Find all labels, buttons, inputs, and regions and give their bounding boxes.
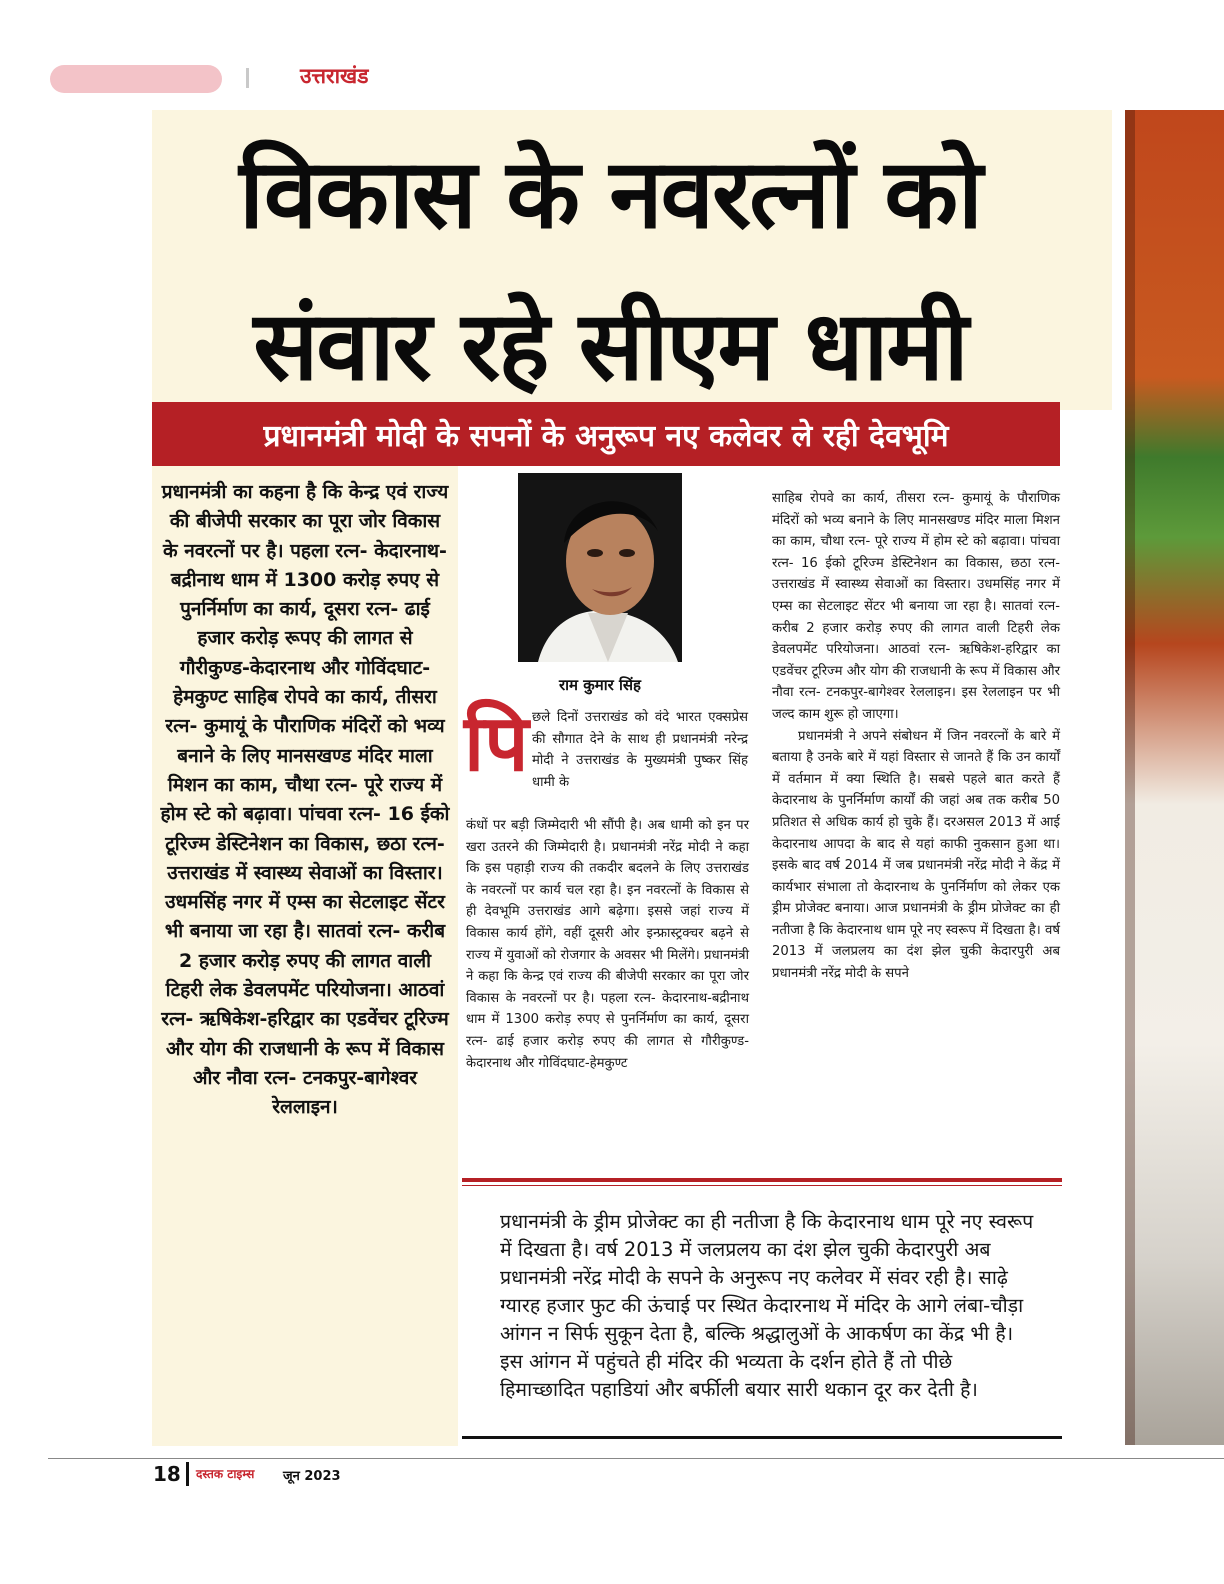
author-photo	[518, 473, 682, 662]
headline-line-1: विकास के नवरत्नों को	[239, 138, 981, 250]
article-intro: छले दिनों उत्तराखंड को वंदे भारत एक्सप्रेस की सौगात देने के साथ ही प्रधानमंत्री नरेन्द्र मोदी ने उत्तराखंड के मुख्यमंत्री पुष्कर सिंह धामी के	[532, 710, 748, 790]
side-photo	[1125, 110, 1224, 1445]
author-name: राम कुमार सिंह	[559, 676, 641, 694]
article-paragraph: प्रधानमंत्री ने अपने संबोधन में जिन नवरत्नों के बारे में बताया है उनके बारे में यहां विस्तार से जानते हैं कि उन कार्यों में वर्तमान में क्या स्थिति है। सबसे पहले बात करते हैं केदारनाथ के पुनर्निर्माण कार्यों की जहां अब तक करीब 50 प्रतिशत से अधिक कार्य हो चुके हैं। दरअसल 2013 में आई केदारनाथ आपदा के बाद से यहां काफी नुकसान हुआ था। इसके बाद वर्ष 2014 में जब प्रधानमंत्री नरेंद्र मोदी ने केंद्र में कार्यभार संभाला तो केदारनाथ के पुनर्निर्माण को लेकर एक ड्रीम प्रोजेक्ट बनाया। आज प्रधानमंत्री के ड्रीम प्रोजेक्ट का ही नतीजा है कि केदारनाथ धाम पूरे नए स्वरूप में दिखता है। वर्ष 2013 में जलप्रलय का दंश झेल चुकी केदारपुरी अब प्रधानमंत्री नरेंद्र मोदी के सपने	[772, 728, 1060, 982]
page-number: 18	[153, 1462, 181, 1486]
magazine-logo: दस्तक टाइम्स	[196, 1467, 255, 1481]
section-pill-decoration	[50, 65, 222, 93]
article-paragraph: साहिब रोपवे का कार्य, तीसरा रत्न- कुमायूं के पौराणिक मंदिरों को भव्य बनाने के लिए मानसखण्ड मंदिर माला मिशन का काम, चौथा रत्न- पूरे राज्य में होम स्टे को बढ़ावा। पांचवा रत्न- 16 ईको टूरिज्म डेस्टिनेशन का विकास, छठा रत्न- उत्तराखंड में स्वास्थ्य सेवाओं का विस्तार। उधमसिंह नगर में एम्स का सेटलाइट सेंटर भी बनाया जा रहा है। सातवां रत्न- करीब 2 हजार करोड़ रुपए की लागत वाली टिहरी लेक डेवलपमेंट परियोजना। आठवां रत्न- ऋषिकेश-हरिद्वार का एडवेंचर टूरिज्म और योग की राजधानी के रूप में विकास और नौवा रत्न- टनकपुर-बागेश्वर रेललाइन। इस रेललाइन पर भी जल्द काम शुरू हो जाएगा।	[772, 491, 1060, 722]
side-photo-edge	[1125, 110, 1135, 1445]
pull-quote-bottom-rule	[462, 1436, 1062, 1439]
issue-date: जून 2023	[283, 1469, 341, 1484]
subheadline-text: प्रधानमंत्री मोदी के सपनों के अनुरूप नए कलेवर ले रही देवभूमि	[263, 418, 949, 454]
subheadline-banner	[152, 402, 1060, 466]
author-portrait-icon	[518, 473, 682, 662]
article-column-2: कंधों पर बड़ी जिम्मेदारी भी सौंपी है। अब धामी को इन पर खरा उतरने की जिम्मेदारी है। प्रधानमंत्री नरेंद्र मोदी ने कहा कि इस पहाड़ी राज्य की तकदीर बदलने के लिए उत्तराखंड के नवरत्नों पर कार्य चल रहा है। इन नवरत्नों के विकास से ही देवभूमि उत्तराखंड आगे बढ़ेगा। इससे जहां राज्य में विकास कार्य होंगे, वहीं दूसरी ओर इन्फ्रास्ट्रक्चर बढ़ने से राज्य में युवाओं को रोजगार के अवसर भी मिलेंगे। प्रधानमंत्री ने कहा कि केन्द्र एवं राज्य की बीजेपी सरकार का पूरा जोर विकास के नवरत्नों पर है। पहला रत्न- केदारनाथ-बद्रीनाथ धाम में 1300 करोड़ रुपए से पुनर्निर्माण का कार्य, दूसरा रत्न- ढाई हजार करोड़ रुपए की लागत से गौरीकुण्ड-केदारनाथ और गोविंदघाट-हेमकुण्ट	[466, 818, 749, 1071]
article-column-3	[772, 488, 1060, 985]
header-divider	[246, 68, 249, 88]
footer-divider	[186, 1462, 189, 1486]
drop-cap: पि	[464, 699, 529, 789]
section-label[interactable]: उत्तराखंड	[300, 64, 369, 88]
headline-line-2: संवार रहे सीएम धामी	[253, 290, 967, 402]
page-title	[160, 118, 1060, 422]
footer-rule	[48, 1458, 1224, 1459]
pull-quote-top-rule	[462, 1178, 1062, 1182]
pull-quote: प्रधानमंत्री के ड्रीम प्रोजेक्ट का ही नतीजा है कि केदारनाथ धाम पूरे नए स्वरूप में दिखता है। वर्ष 2013 में जलप्रलय का दंश झेल चुकी केदारपुरी अब प्रधानमंत्री नरेंद्र मोदी के सपने के अनुरूप नए कलेवर में संवर रही है। साढ़े ग्यारह हजार फुट की ऊंचाई पर स्थित केदारनाथ में मंदिर के आगे लंबा-चौड़ा आंगन न सिर्फ सुकून देता है, बल्कि श्रद्धालुओं के आकर्षण का केंद्र भी है। इस आंगन में पहुंचते ही मंदिर की भव्यता के दर्शन होते हैं तो पीछे हिमाच्छादित पहाडियां और बर्फीली बयार सारी थकान दूर कर देती है।	[500, 1210, 1034, 1401]
pull-quote-top-rule-thin	[462, 1185, 1062, 1186]
sidebar-summary: प्रधानमंत्री का कहना है कि केन्द्र एवं राज्य की बीजेपी सरकार का पूरा जोर विकास के नवरत्नों पर है। पहला रत्न- केदारनाथ-बद्रीनाथ धाम में 1300 करोड़ रुपए से पुनर्निर्माण का कार्य, दूसरा रत्न- ढाई हजार करोड़ रूपए की लागत से गौरीकुण्ड-केदारनाथ और गोविंदघाट-हेमकुण्ट साहिब रोपवे का कार्य, तीसरा रत्न- कुमायूं के पौराणिक मंदिरों को भव्य बनाने के लिए मानसखण्ड मंदिर माला मिशन का काम, चौथा रत्न- पूरे राज्य में होम स्टे को बढ़ावा। पांचवा रत्न- 16 ईको टूरिज्म डेस्टिनेशन का विकास, छठा रत्न- उत्तराखंड में स्वास्थ्य सेवाओं का विस्तार। उधमसिंह नगर में एम्स का सेटलाइट सेंटर भी बनाया जा रहा है। सातवां रत्न- करीब 2 हजार करोड़ रुपए की लागत वाली टिहरी लेक डेवलपमेंट परियोजना। आठवां रत्न- ऋषिकेश-हरिद्वार का एडवेंचर टूरिज्म और योग की राजधानी के रूप में विकास और नौवा रत्न- टनकपुर-बागेश्वर रेललाइन।	[160, 481, 450, 1119]
